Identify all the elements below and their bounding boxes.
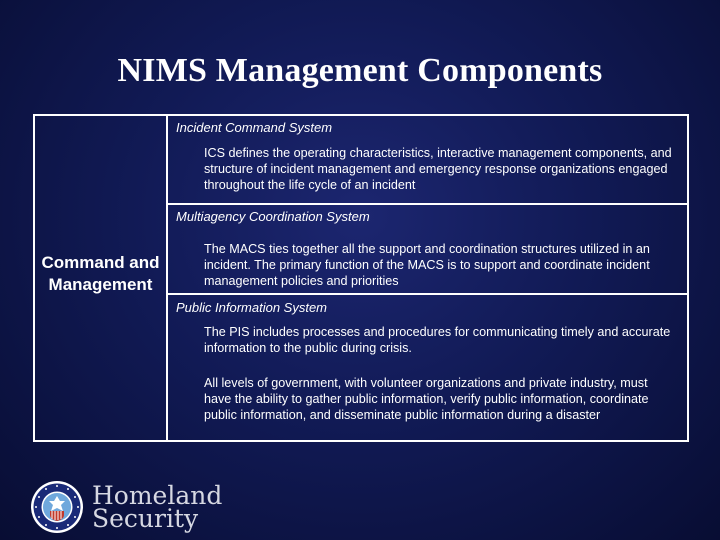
ics-description: ICS defines the operating characteristics, interactive management components, and structure of incident management and emergency response organizations engaged throughout the life cycle of an incident bbox=[204, 146, 672, 192]
page-title: NIMS Management Components bbox=[117, 52, 603, 89]
command-and-management-label: Command and Management bbox=[41, 253, 160, 294]
macs-heading: Multiagency Coordination System bbox=[176, 209, 370, 224]
pis-description-extra: All levels of government, with volunteer organizations and private industry, must have the ability to gather public information, verify public information, coordinate public information, and disseminate public information during a disaster bbox=[204, 376, 649, 422]
wordmark-line-1: Homeland bbox=[92, 481, 223, 510]
components-table bbox=[33, 114, 689, 442]
ics-heading: Incident Command System bbox=[176, 120, 333, 135]
section-divider bbox=[168, 203, 687, 205]
pis-description: The PIS includes processes and procedures for communicating timely and accurate information to the public during crisis. bbox=[204, 325, 671, 355]
section-divider bbox=[168, 293, 687, 295]
dhs-seal-icon bbox=[30, 480, 84, 534]
wordmark-line-2: Security bbox=[92, 504, 199, 533]
macs-description: The MACS ties together all the support and coordination structures utilized in an incident. The primary function of the MACS is to support and coordinate incident management policies and priorities bbox=[204, 242, 650, 288]
homeland-security-wordmark bbox=[92, 481, 223, 533]
right-column bbox=[168, 116, 687, 440]
pis-heading: Public Information System bbox=[176, 300, 328, 315]
dhs-logo bbox=[30, 480, 222, 534]
left-column bbox=[35, 116, 168, 440]
